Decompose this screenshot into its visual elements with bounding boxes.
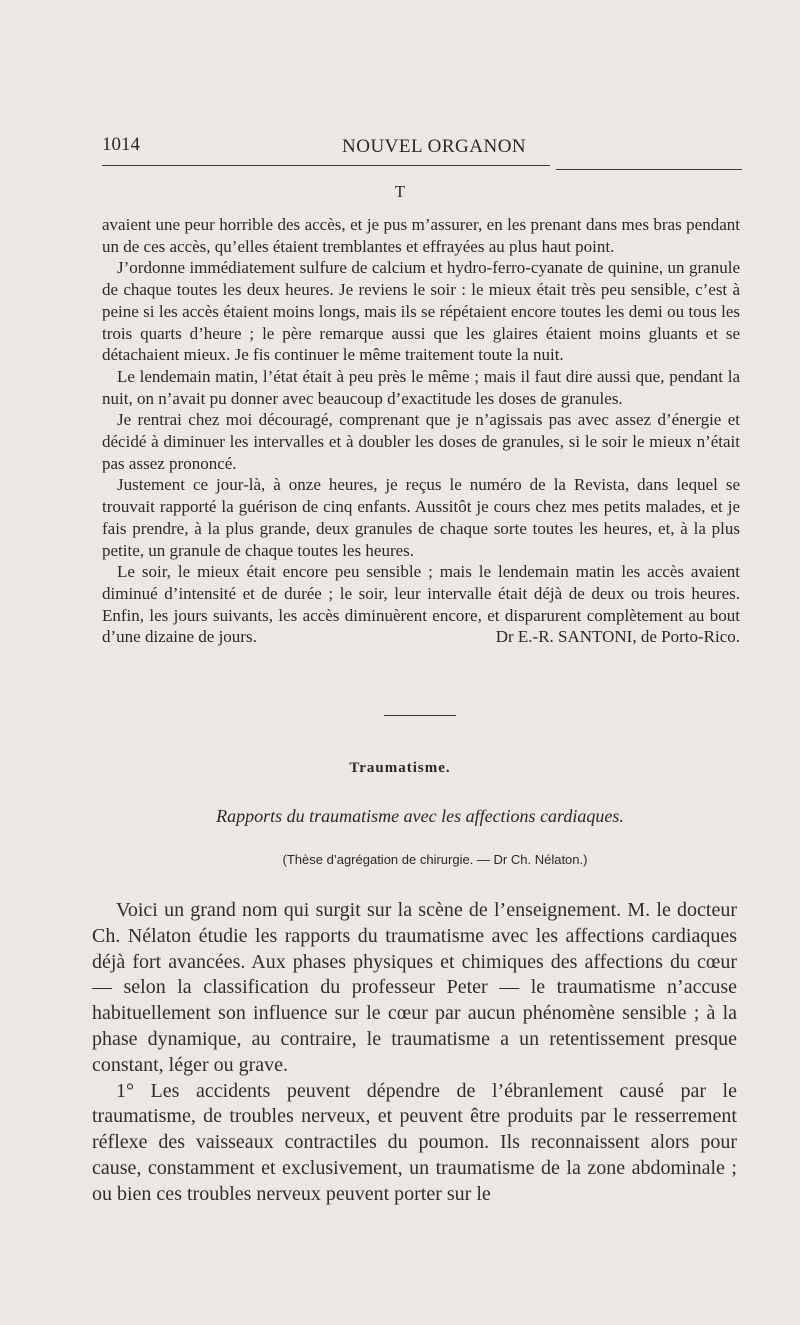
paragraph: Je rentrai chez moi découragé, comprenant que je n’agissais pas avec assez d’énergie et décidé à diminuer les intervalles et à doubler les doses de granules, si le soir le mieux n’était pas assez prononcé. [102,410,740,473]
paragraph-text: Le soir, le mieux était encore peu sensible ; mais le lendemain matin les accès avaient diminué d’intensité et de durée ; le soir, leur intervalle était déjà de deux ou trois heures. Enfin, les jours suivants, les accès diminuèrent encore, et disparurent complètement au bout d’une dizaine de jours. [102,562,740,647]
header-rule-right [556,169,742,170]
paragraph: Le lendemain matin, l’état était à peu près le même ; mais il faut dire aussi que, pendant la nuit, on n’avait pu donner avec beaucoup d’exactitude les doses de granules. [102,366,740,408]
paragraph: 1° Les accidents peuvent dépendre de l’ébranlement causé par le traumatisme, de troubles nerveux, et peuvent être produits par le resserrement réflexe des vaisseaux contractiles du poumon. Ils reconnaissent alors pour cause, constamment et exclusivement, un traumatisme de la zone abdominale ; ou bien ces troubles nerveux peuvent porter sur le [92,1079,737,1205]
section-letter: T [394,182,406,201]
article-subtitle: Rapports du traumatisme avec les affections cardiaques. [216,806,624,826]
paragraph-final [102,561,740,648]
paragraph: Justement ce jour-là, à onze heures, je reçus le numéro de la Revista, dans lequel se trouvait rapporté la guérison de cinq enfants. Aussitôt je cours chez mes petits malades, et je fais prendre, à la plus grande, deux granules de chaque sorte toutes les heures, et, à la plus petite, un granule de chaque toutes les heures. [102,475,740,560]
section-separator [384,715,456,716]
page-number: 1014 [102,134,140,155]
header-rule-left [102,165,550,166]
paragraph: avaient une peur horrible des accès, et je pus m’assurer, en les prenant dans mes bras pendant un de ces accès, qu’elles étaient tremblantes et effrayées au plus haut point. [102,215,740,256]
running-title: NOUVEL ORGANON [342,136,527,157]
article-santoni [102,214,740,648]
paragraph: J’ordonne immédiatement sulfure de calcium et hydro-ferro-cyanate de quinine, un granule de chaque toutes les deux heures. Je reviens le soir : le mieux était très peu sensible, c’est à peine si les accès étaient moins longs, mais ils se répétaient encore toutes les demi ou tous les trois quarts d’heure ; le père remarque aussi que les glaires étaient moins gluants et se détachaient mieux. Je fis continuer le même traitement toute la nuit. [102,258,740,365]
section-title: Traumatisme. [349,760,451,776]
running-header [102,134,742,158]
article-traumatisme [92,898,737,1208]
article-source: (Thèse d’agrégation de chirurgie. — Dr Ch. Nélaton.) [282,852,588,867]
signature: Dr E.-R. SANTONI, de Porto-Rico. [495,627,740,647]
paragraph: Voici un grand nom qui surgit sur la scène de l’enseignement. M. le docteur Ch. Nélaton étudie les rapports du traumatisme avec les affections cardiaques déjà fort avancées. Aux phases physiques et chimiques des affections du cœur — selon la classification du professeur Peter — le traumatisme n’accuse habituellement son influence sur le cœur par aucun phénomène sensible ; à la phase dynamique, au contraire, le traumatisme a un retentissement presque constant, léger ou grave. [92,899,737,1076]
